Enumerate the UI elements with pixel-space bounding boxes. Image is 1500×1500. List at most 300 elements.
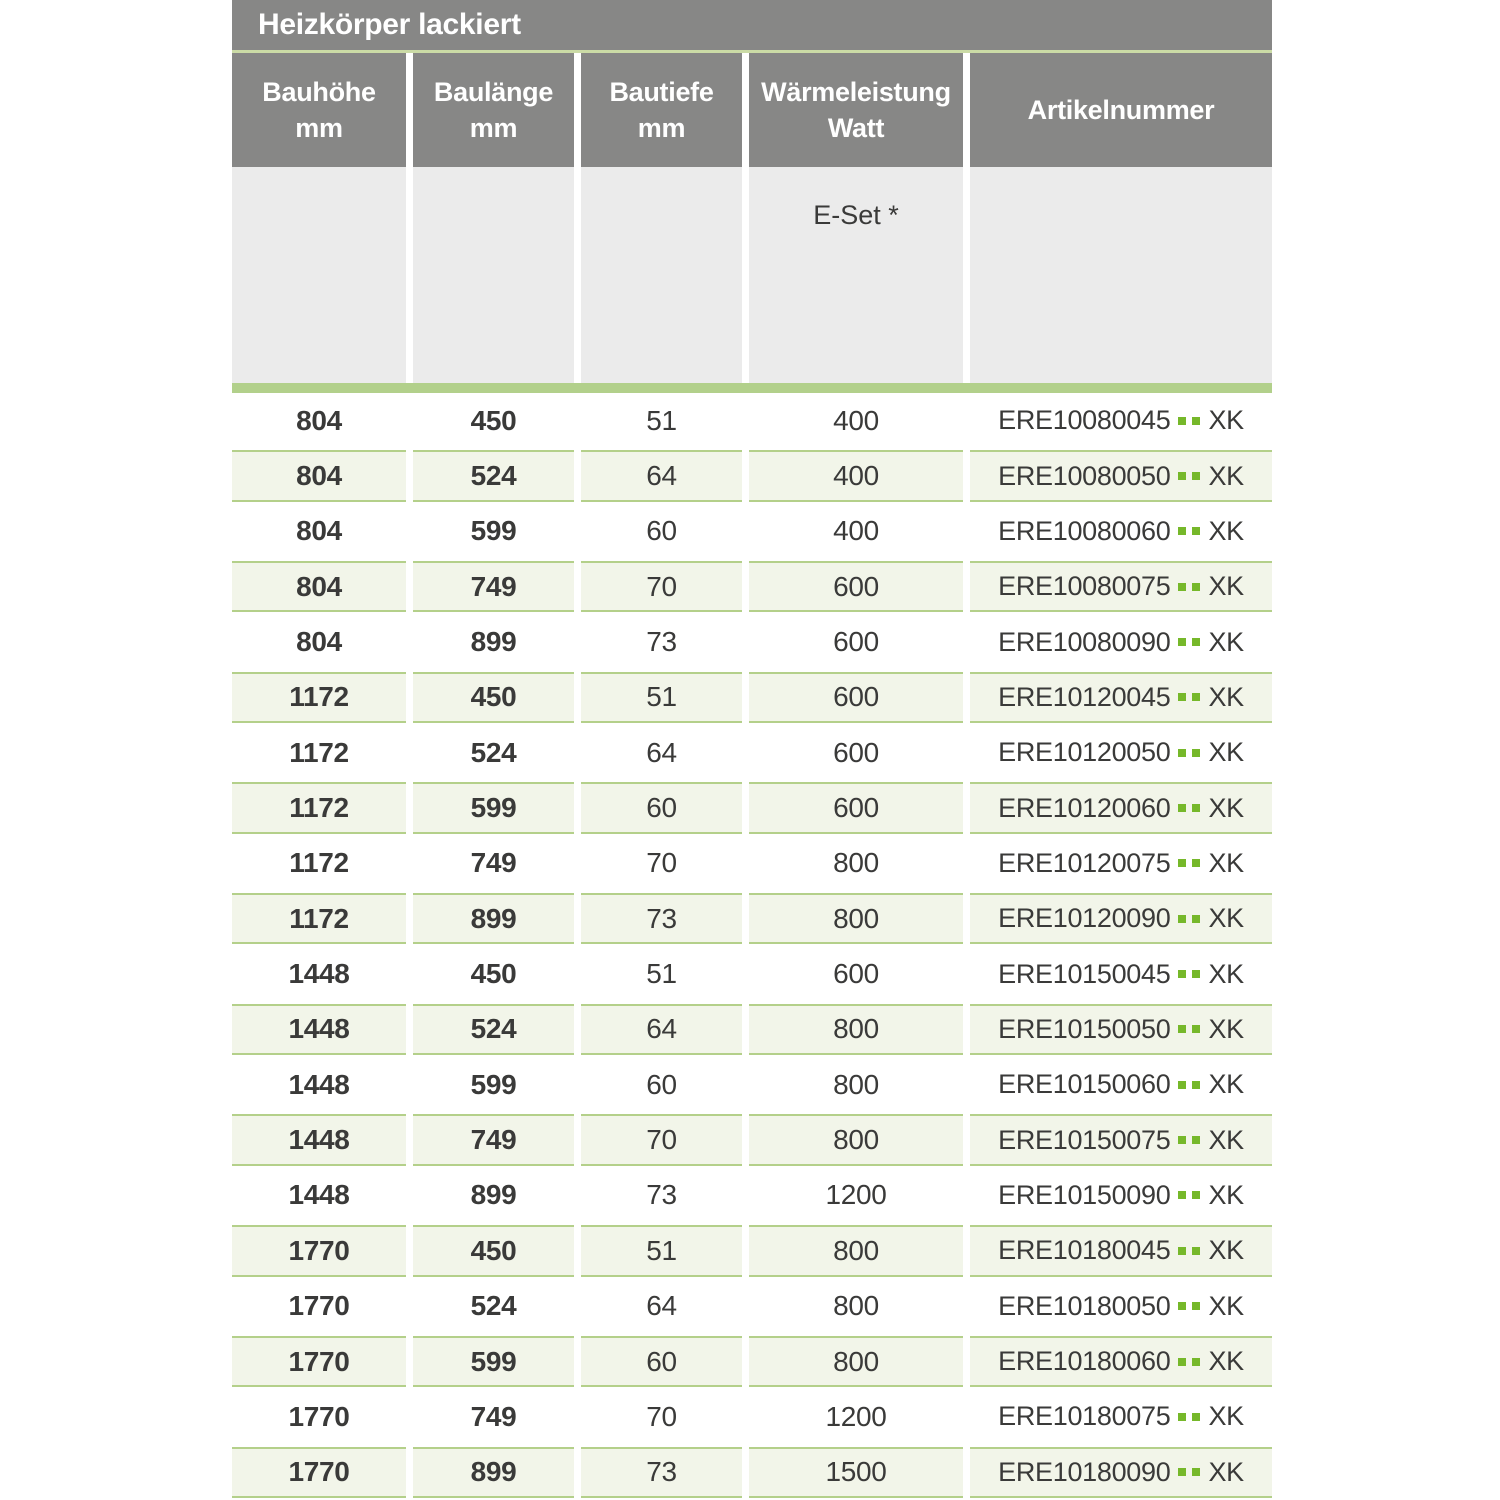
cell-bautiefe	[581, 1225, 742, 1276]
cell-waermeleistung	[749, 1336, 963, 1387]
cell-bauhoehe-value: 1172	[289, 736, 349, 768]
table-row	[232, 1334, 1272, 1389]
cell-bautiefe-value: 60	[646, 515, 677, 547]
cell-bauhoehe-value: 804	[296, 515, 342, 547]
cell-bauhoehe-value: 804	[296, 404, 342, 436]
cell-waermeleistung-value: 1200	[825, 1400, 887, 1432]
eset-label: E-Set *	[813, 200, 899, 230]
cell-waermeleistung-value: 800	[833, 847, 879, 879]
artikelnummer-suffix: XK	[1208, 1456, 1244, 1487]
header-bottom-band	[232, 383, 1272, 393]
cell-waermeleistung	[749, 725, 963, 780]
cell-bautiefe	[581, 450, 742, 501]
cell-waermeleistung-value: 600	[833, 681, 879, 713]
cell-artikelnummer	[970, 725, 1272, 780]
table-row	[232, 670, 1272, 725]
cell-bautiefe-value: 64	[646, 1013, 677, 1045]
cell-bauhoehe	[232, 782, 406, 833]
cell-bautiefe	[581, 1336, 742, 1387]
cell-baulaenge-value: 524	[470, 736, 517, 768]
color-code-placeholder-dot-icon	[1178, 1413, 1186, 1421]
color-code-placeholder-dot-icon	[1178, 1025, 1186, 1033]
cell-baulaenge-value: 899	[470, 1456, 517, 1488]
cell-baulaenge-value: 749	[470, 1400, 517, 1432]
cell-bautiefe-value: 73	[646, 626, 677, 658]
cell-baulaenge	[413, 1225, 574, 1276]
cell-artikelnummer	[970, 946, 1272, 1001]
color-code-placeholder-dot-icon	[1178, 749, 1186, 757]
cell-bautiefe	[581, 893, 742, 944]
cell-bautiefe	[581, 672, 742, 723]
cell-bautiefe	[581, 1389, 742, 1444]
artikelnummer-prefix: ERE10120050	[998, 737, 1171, 768]
cell-baulaenge-value: 450	[470, 1234, 517, 1266]
cell-artikelnummer	[970, 450, 1272, 501]
artikelnummer-suffix: XK	[1208, 1124, 1244, 1155]
color-code-placeholder-dot-icon	[1178, 583, 1186, 591]
cell-baulaenge-value: 450	[470, 958, 517, 990]
color-code-placeholder-dot-icon	[1192, 1247, 1200, 1255]
cell-baulaenge-value: 599	[470, 792, 517, 824]
cell-bautiefe	[581, 836, 742, 891]
table-row	[232, 448, 1272, 503]
artikelnummer-prefix: ERE10150060	[998, 1069, 1171, 1100]
cell-bautiefe	[581, 1447, 742, 1498]
cell-bauhoehe-value: 1448	[288, 1124, 350, 1156]
color-code-placeholder-dot-icon	[1178, 1468, 1186, 1476]
cell-bauhoehe-value: 1448	[288, 958, 350, 990]
color-code-placeholder-dot-icon	[1192, 749, 1200, 757]
cell-bautiefe	[581, 782, 742, 833]
artikelnummer-suffix: XK	[1208, 792, 1244, 823]
color-code-placeholder-dot-icon	[1192, 693, 1200, 701]
cell-baulaenge-value: 899	[470, 1179, 517, 1211]
cell-waermeleistung-value: 400	[833, 460, 879, 492]
cell-baulaenge	[413, 672, 574, 723]
cell-baulaenge	[413, 1004, 574, 1055]
cell-baulaenge-value: 599	[470, 515, 517, 547]
cell-bautiefe	[581, 725, 742, 780]
cell-baulaenge	[413, 1114, 574, 1165]
artikelnummer-prefix: ERE10150045	[998, 958, 1171, 989]
table-row	[232, 559, 1272, 614]
table-row	[232, 1279, 1272, 1334]
cell-bauhoehe	[232, 672, 406, 723]
cell-bauhoehe	[232, 1168, 406, 1223]
cell-bautiefe-value: 60	[646, 1068, 677, 1100]
column-header-waermeleistung	[749, 53, 963, 167]
table-row	[232, 946, 1272, 1001]
artikelnummer-prefix: ERE10080050	[998, 460, 1171, 491]
color-code-placeholder-dot-icon	[1192, 1025, 1200, 1033]
artikelnummer-suffix: XK	[1208, 626, 1244, 657]
table-row	[232, 1057, 1272, 1112]
table-row	[232, 1389, 1272, 1444]
cell-waermeleistung-value: 1200	[825, 1179, 887, 1211]
artikelnummer-prefix: ERE10180090	[998, 1456, 1171, 1487]
artikelnummer-prefix: ERE10180060	[998, 1346, 1171, 1377]
cell-baulaenge	[413, 561, 574, 612]
cell-bauhoehe	[232, 393, 406, 448]
artikelnummer-suffix: XK	[1208, 515, 1244, 546]
subheader-cell	[413, 167, 574, 383]
cell-artikelnummer	[970, 1114, 1272, 1165]
cell-artikelnummer	[970, 1057, 1272, 1112]
artikelnummer-prefix: ERE10150050	[998, 1013, 1171, 1044]
cell-bauhoehe-value: 1770	[288, 1234, 350, 1266]
cell-baulaenge-value: 524	[470, 1013, 517, 1045]
subheader-cell	[970, 167, 1272, 383]
artikelnummer-prefix: ERE10180050	[998, 1290, 1171, 1321]
artikelnummer-prefix: ERE10180045	[998, 1235, 1171, 1266]
cell-baulaenge	[413, 725, 574, 780]
cell-waermeleistung-value: 800	[833, 1068, 879, 1100]
color-code-placeholder-dot-icon	[1178, 1081, 1186, 1089]
cell-waermeleistung	[749, 836, 963, 891]
cell-waermeleistung	[749, 504, 963, 559]
cell-waermeleistung	[749, 893, 963, 944]
color-code-placeholder-dot-icon	[1192, 1302, 1200, 1310]
cell-waermeleistung-value: 400	[833, 404, 879, 436]
color-code-placeholder-dot-icon	[1192, 970, 1200, 978]
cell-bautiefe-value: 73	[646, 1456, 677, 1488]
cell-bauhoehe	[232, 1225, 406, 1276]
cell-bauhoehe-value: 1770	[288, 1290, 350, 1322]
column-header-bautiefe	[581, 53, 742, 167]
cell-waermeleistung	[749, 946, 963, 1001]
cell-bautiefe	[581, 561, 742, 612]
cell-bauhoehe-value: 804	[296, 626, 342, 658]
cell-bautiefe-value: 64	[646, 736, 677, 768]
cell-artikelnummer	[970, 561, 1272, 612]
table-subheader-row	[232, 167, 1272, 383]
cell-baulaenge-value: 599	[470, 1345, 517, 1377]
cell-baulaenge	[413, 946, 574, 1001]
table-row	[232, 1002, 1272, 1057]
cell-waermeleistung-value: 400	[833, 515, 879, 547]
artikelnummer-suffix: XK	[1208, 681, 1244, 712]
cell-waermeleistung-value: 1500	[825, 1456, 887, 1488]
cell-artikelnummer	[970, 1168, 1272, 1223]
table-row	[232, 891, 1272, 946]
artikelnummer-prefix: ERE10080090	[998, 626, 1171, 657]
cell-baulaenge	[413, 1057, 574, 1112]
cell-artikelnummer	[970, 672, 1272, 723]
cell-waermeleistung	[749, 1114, 963, 1165]
artikelnummer-suffix: XK	[1208, 1235, 1244, 1266]
cell-baulaenge	[413, 1336, 574, 1387]
cell-baulaenge-value: 524	[470, 460, 517, 492]
cell-baulaenge-value: 749	[470, 570, 517, 602]
cell-bautiefe-value: 73	[646, 902, 677, 934]
cell-waermeleistung-value: 800	[833, 1234, 879, 1266]
table-row	[232, 614, 1272, 669]
cell-bauhoehe-value: 1448	[288, 1068, 350, 1100]
cell-baulaenge	[413, 1168, 574, 1223]
table-row	[232, 1445, 1272, 1500]
cell-baulaenge-value: 450	[470, 681, 517, 713]
cell-bautiefe-value: 60	[646, 1345, 677, 1377]
artikelnummer-suffix: XK	[1208, 571, 1244, 602]
cell-waermeleistung-value: 800	[833, 1013, 879, 1045]
table-row	[232, 725, 1272, 780]
artikelnummer-suffix: XK	[1208, 1013, 1244, 1044]
artikelnummer-prefix: ERE10120045	[998, 681, 1171, 712]
cell-waermeleistung	[749, 561, 963, 612]
cell-waermeleistung	[749, 1389, 963, 1444]
cell-bautiefe-value: 64	[646, 1290, 677, 1322]
artikelnummer-prefix: ERE10080060	[998, 515, 1171, 546]
cell-artikelnummer	[970, 782, 1272, 833]
subheader-cell-eset	[749, 167, 963, 383]
cell-bautiefe	[581, 1004, 742, 1055]
cell-baulaenge	[413, 450, 574, 501]
cell-baulaenge	[413, 1389, 574, 1444]
cell-waermeleistung	[749, 782, 963, 833]
cell-bauhoehe	[232, 1279, 406, 1334]
color-code-placeholder-dot-icon	[1178, 859, 1186, 867]
cell-bautiefe	[581, 946, 742, 1001]
cell-artikelnummer	[970, 614, 1272, 669]
cell-waermeleistung-value: 800	[833, 902, 879, 934]
cell-bauhoehe	[232, 1389, 406, 1444]
color-code-placeholder-dot-icon	[1192, 1136, 1200, 1144]
cell-bauhoehe-value: 1770	[288, 1456, 350, 1488]
color-code-placeholder-dot-icon	[1178, 417, 1186, 425]
artikelnummer-suffix: XK	[1208, 405, 1244, 436]
color-code-placeholder-dot-icon	[1192, 859, 1200, 867]
cell-bauhoehe-value: 1172	[289, 681, 349, 713]
color-code-placeholder-dot-icon	[1178, 693, 1186, 701]
cell-bautiefe-value: 60	[646, 792, 677, 824]
color-code-placeholder-dot-icon	[1178, 1191, 1186, 1199]
color-code-placeholder-dot-icon	[1178, 915, 1186, 923]
cell-waermeleistung	[749, 672, 963, 723]
artikelnummer-suffix: XK	[1208, 1179, 1244, 1210]
table-title-bar	[232, 0, 1272, 50]
artikelnummer-prefix: ERE10080045	[998, 405, 1171, 436]
cell-artikelnummer	[970, 393, 1272, 448]
color-code-placeholder-dot-icon	[1178, 472, 1186, 480]
cell-waermeleistung-value: 800	[833, 1290, 879, 1322]
color-code-placeholder-dot-icon	[1192, 1468, 1200, 1476]
cell-bauhoehe	[232, 1004, 406, 1055]
subheader-cell	[581, 167, 742, 383]
color-code-placeholder-dot-icon	[1178, 970, 1186, 978]
artikelnummer-prefix: ERE10150090	[998, 1179, 1171, 1210]
artikelnummer-suffix: XK	[1208, 737, 1244, 768]
color-code-placeholder-dot-icon	[1178, 638, 1186, 646]
cell-baulaenge	[413, 893, 574, 944]
cell-bautiefe	[581, 1168, 742, 1223]
column-header-unit: mm	[295, 113, 343, 143]
artikelnummer-suffix: XK	[1208, 460, 1244, 491]
color-code-placeholder-dot-icon	[1178, 804, 1186, 812]
table-row	[232, 836, 1272, 891]
artikelnummer-prefix: ERE10120090	[998, 903, 1171, 934]
column-header-bauhoehe	[232, 53, 406, 167]
cell-bauhoehe-value: 1172	[289, 792, 349, 824]
table-title: Heizkörper lackiert	[258, 8, 521, 41]
cell-waermeleistung-value: 600	[833, 626, 879, 658]
cell-artikelnummer	[970, 1447, 1272, 1498]
cell-bauhoehe-value: 1448	[288, 1179, 350, 1211]
color-code-placeholder-dot-icon	[1192, 1081, 1200, 1089]
cell-waermeleistung-value: 800	[833, 1345, 879, 1377]
color-code-placeholder-dot-icon	[1192, 1358, 1200, 1366]
artikelnummer-suffix: XK	[1208, 958, 1244, 989]
cell-bautiefe-value: 70	[646, 847, 677, 879]
cell-bautiefe-value: 51	[646, 958, 677, 990]
artikelnummer-prefix: ERE10150075	[998, 1124, 1171, 1155]
cell-baulaenge-value: 599	[470, 1068, 517, 1100]
subheader-cell	[232, 167, 406, 383]
cell-bautiefe-value: 51	[646, 404, 677, 436]
cell-artikelnummer	[970, 1225, 1272, 1276]
cell-bautiefe-value: 70	[646, 570, 677, 602]
cell-waermeleistung-value: 600	[833, 570, 879, 602]
cell-bautiefe	[581, 1114, 742, 1165]
cell-bautiefe-value: 51	[646, 681, 677, 713]
cell-bauhoehe	[232, 1447, 406, 1498]
cell-baulaenge	[413, 504, 574, 559]
cell-bauhoehe	[232, 1114, 406, 1165]
color-code-placeholder-dot-icon	[1178, 527, 1186, 535]
cell-waermeleistung-value: 800	[833, 1124, 879, 1156]
cell-bautiefe-value: 70	[646, 1124, 677, 1156]
table-header-row	[232, 53, 1272, 167]
artikelnummer-suffix: XK	[1208, 1346, 1244, 1377]
cell-bauhoehe	[232, 450, 406, 501]
table-row	[232, 393, 1272, 448]
column-header-label: Bauhöhe	[262, 76, 376, 107]
artikelnummer-suffix: XK	[1208, 1290, 1244, 1321]
table-row	[232, 1168, 1272, 1223]
cell-waermeleistung-value: 600	[833, 792, 879, 824]
cell-waermeleistung	[749, 1447, 963, 1498]
cell-baulaenge	[413, 393, 574, 448]
cell-baulaenge	[413, 1279, 574, 1334]
cell-bauhoehe-value: 804	[296, 460, 342, 492]
color-code-placeholder-dot-icon	[1192, 472, 1200, 480]
table-row	[232, 780, 1272, 835]
cell-artikelnummer	[970, 1004, 1272, 1055]
cell-baulaenge-value: 524	[470, 1290, 517, 1322]
cell-baulaenge	[413, 1447, 574, 1498]
cell-artikelnummer	[970, 504, 1272, 559]
cell-baulaenge-value: 749	[470, 1124, 517, 1156]
cell-bauhoehe	[232, 1057, 406, 1112]
cell-bautiefe-value: 70	[646, 1400, 677, 1432]
cell-bauhoehe	[232, 1336, 406, 1387]
cell-bauhoehe-value: 1770	[288, 1400, 350, 1432]
cell-bauhoehe	[232, 561, 406, 612]
cell-artikelnummer	[970, 836, 1272, 891]
column-header-unit: Watt	[827, 113, 885, 143]
artikelnummer-suffix: XK	[1208, 1069, 1244, 1100]
cell-baulaenge	[413, 614, 574, 669]
color-code-placeholder-dot-icon	[1192, 915, 1200, 923]
cell-artikelnummer	[970, 1279, 1272, 1334]
cell-artikelnummer	[970, 1389, 1272, 1444]
cell-bauhoehe	[232, 614, 406, 669]
column-header-baulaenge	[413, 53, 574, 167]
cell-baulaenge-value: 749	[470, 847, 517, 879]
cell-waermeleistung	[749, 614, 963, 669]
table-row	[232, 504, 1272, 559]
artikelnummer-suffix: XK	[1208, 903, 1244, 934]
color-code-placeholder-dot-icon	[1178, 1247, 1186, 1255]
cell-baulaenge-value: 450	[470, 404, 517, 436]
cell-bauhoehe-value: 1448	[288, 1013, 350, 1045]
cell-bautiefe	[581, 614, 742, 669]
cell-bautiefe	[581, 504, 742, 559]
color-code-placeholder-dot-icon	[1192, 1413, 1200, 1421]
cell-bauhoehe-value: 804	[296, 570, 342, 602]
cell-bauhoehe-value: 1172	[289, 902, 349, 934]
color-code-placeholder-dot-icon	[1178, 1136, 1186, 1144]
cell-baulaenge-value: 899	[470, 902, 517, 934]
cell-bautiefe	[581, 1057, 742, 1112]
cell-bautiefe	[581, 1279, 742, 1334]
cell-bautiefe-value: 51	[646, 1234, 677, 1266]
cell-waermeleistung	[749, 1057, 963, 1112]
artikelnummer-prefix: ERE10080075	[998, 571, 1171, 602]
cell-artikelnummer	[970, 893, 1272, 944]
color-code-placeholder-dot-icon	[1178, 1358, 1186, 1366]
table-row	[232, 1112, 1272, 1167]
cell-waermeleistung	[749, 450, 963, 501]
color-code-placeholder-dot-icon	[1192, 583, 1200, 591]
column-header-unit: mm	[637, 113, 686, 143]
color-code-placeholder-dot-icon	[1192, 417, 1200, 425]
cell-waermeleistung	[749, 1004, 963, 1055]
column-header-label: Wärmeleistung	[761, 76, 951, 107]
cell-waermeleistung	[749, 1225, 963, 1276]
cell-bautiefe	[581, 393, 742, 448]
product-table	[232, 0, 1272, 1500]
cell-bautiefe-value: 64	[646, 460, 677, 492]
cell-bauhoehe	[232, 836, 406, 891]
artikelnummer-prefix: ERE10120075	[998, 847, 1171, 878]
cell-bauhoehe	[232, 725, 406, 780]
color-code-placeholder-dot-icon	[1178, 1302, 1186, 1310]
cell-bauhoehe-value: 1770	[288, 1345, 350, 1377]
cell-baulaenge	[413, 836, 574, 891]
color-code-placeholder-dot-icon	[1192, 804, 1200, 812]
cell-waermeleistung	[749, 393, 963, 448]
cell-waermeleistung-value: 600	[833, 958, 879, 990]
cell-waermeleistung	[749, 1168, 963, 1223]
artikelnummer-prefix: ERE10180075	[998, 1401, 1171, 1432]
cell-baulaenge-value: 899	[470, 626, 517, 658]
cell-bautiefe-value: 73	[646, 1179, 677, 1211]
artikelnummer-prefix: ERE10120060	[998, 792, 1171, 823]
color-code-placeholder-dot-icon	[1192, 527, 1200, 535]
column-header-artikelnummer	[970, 53, 1272, 167]
column-header-label: Bautiefe	[609, 76, 714, 107]
column-header-label: Artikelnummer	[1027, 94, 1215, 125]
artikelnummer-suffix: XK	[1208, 847, 1244, 878]
cell-waermeleistung-value: 600	[833, 736, 879, 768]
color-code-placeholder-dot-icon	[1192, 1191, 1200, 1199]
cell-baulaenge	[413, 782, 574, 833]
column-header-unit: mm	[469, 113, 518, 143]
cell-waermeleistung	[749, 1279, 963, 1334]
cell-bauhoehe	[232, 504, 406, 559]
artikelnummer-suffix: XK	[1208, 1401, 1244, 1432]
column-header-label: Baulänge	[433, 76, 554, 107]
